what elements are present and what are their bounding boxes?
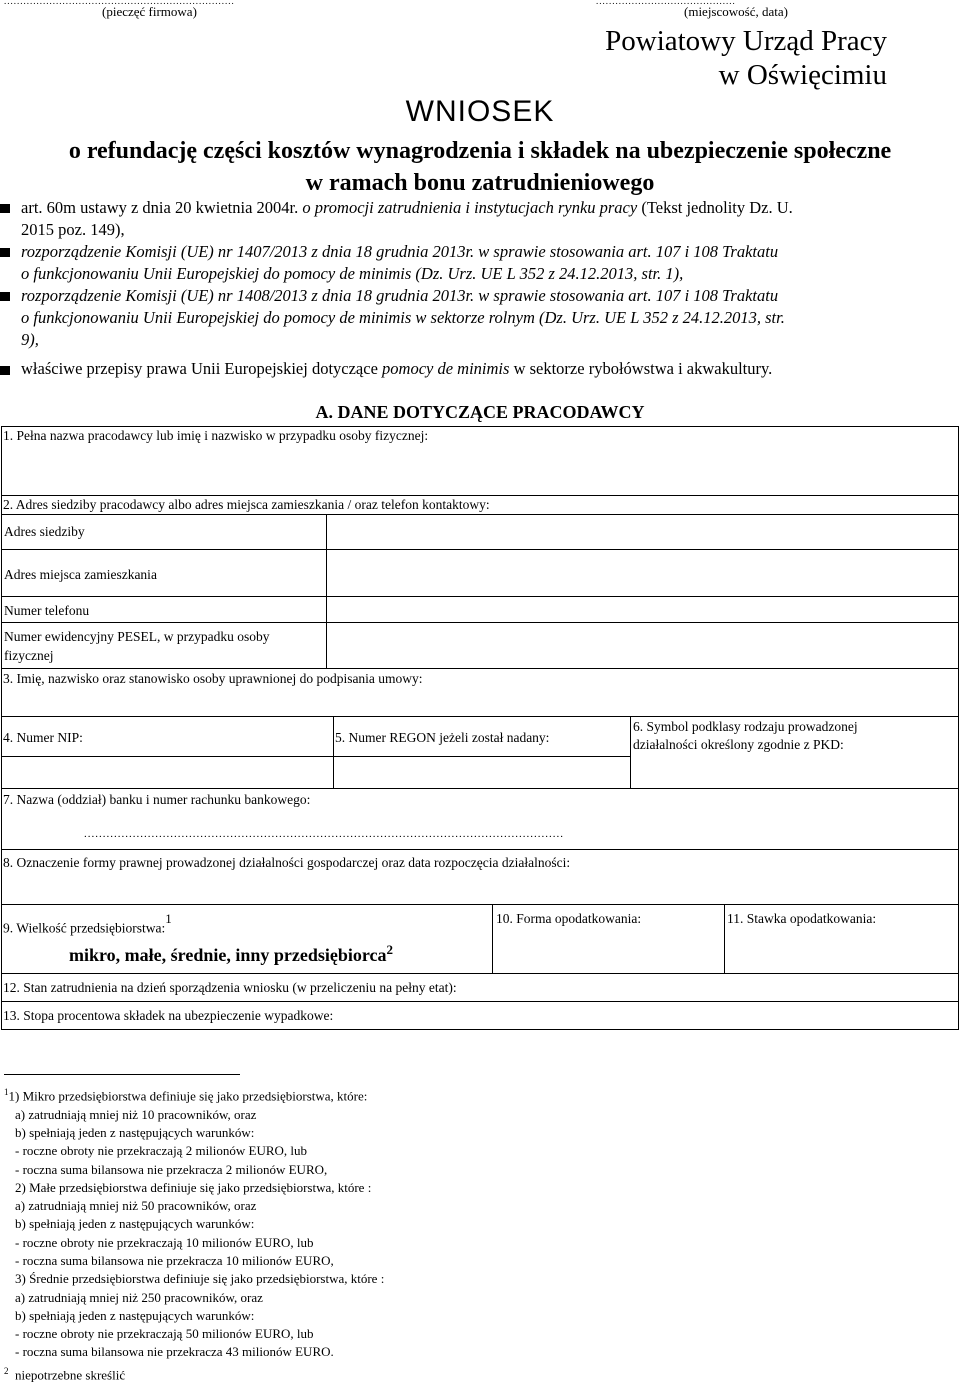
- bullet-icon: [0, 248, 10, 257]
- footnote-line: 2) Małe przedsiębiorstwa definiuje się jako przedsiębiorstwa, które :: [15, 1179, 372, 1195]
- pesel-input[interactable]: [326, 622, 959, 669]
- legal-basis-3-cont2: 9),: [21, 330, 39, 349]
- footnote-line: - roczna suma bilansowa nie przekracza 10 milionów EURO,: [15, 1253, 334, 1268]
- document-subtitle-1: o refundację części kosztów wynagrodzenia i składek na ubezpieczenie społeczne: [68, 138, 892, 164]
- footnote-line: b) spełniają jeden z następujących warunków:: [15, 1124, 255, 1140]
- enterprise-size-label: 9. Wielkość przedsiębiorstwa:$^1$: [3, 911, 172, 936]
- place-date-dots: ...........................................: [596, 0, 736, 6]
- footnote-line: 3) Średnie przedsiębiorstwa definiuje się jako przedsiębiorstwa, które :: [15, 1271, 385, 1287]
- accident-rate-label: 13. Stopa procentowa składek na ubezpieczenie wypadkowe:: [3, 1008, 334, 1023]
- adres-siedziby-input[interactable]: [326, 514, 959, 550]
- footnote-2: $^2$ niepotrzebne skreślić: [4, 1365, 126, 1383]
- bullet-icon: [0, 204, 10, 213]
- footnote-line: - roczne obroty nie przekraczają 10 milionów EURO, lub: [15, 1234, 314, 1250]
- field-1-label: 1. Pełna nazwa pracodawcy lub imię i nazwisko w przypadku osoby fizycznej:: [3, 428, 429, 443]
- footnote-line: a) zatrudniają mniej niż 50 pracowników, oraz: [15, 1198, 257, 1214]
- legal-basis-3-cont: o funkcjonowaniu Unii Europejskiej do pomocy de minimis w sektorze rolnym (Dz. Urz. UE L 352 z 24.12.2013, str.: [21, 308, 785, 327]
- office-name: [605, 24, 887, 92]
- adres-zamieszkania-label: Adres miejsca zamieszkania: [4, 567, 157, 582]
- legal-basis-1-cont: 2015 poz. 149),: [21, 220, 125, 239]
- telefon-input[interactable]: [326, 596, 959, 623]
- pesel-label-1: Numer ewidencyjny PESEL, w przypadku osoby: [4, 629, 270, 644]
- stamp-dots: .......................................................................: [4, 0, 235, 6]
- legal-basis-2-cont: o funkcjonowaniu Unii Europejskiej do pomocy de minimis (Dz. Urz. UE L 352 z 24.12.2013, str. 1),: [21, 264, 684, 283]
- footnote-line: a) zatrudniają mniej niż 250 pracowników, oraz: [15, 1289, 263, 1305]
- telefon-label: Numer telefonu: [4, 603, 90, 618]
- place-date-label: (miejscowość, data): [684, 4, 788, 19]
- pkd-label-1: 6. Symbol podklasy rodzaju prowadzonej: [633, 719, 858, 734]
- tax-rate-label: 11. Stawka opodatkowania:: [727, 911, 877, 926]
- legal-basis-list: [0, 197, 960, 387]
- adres-zamieszkania-input[interactable]: [326, 549, 959, 597]
- stamp-label: (pieczęć firmowa): [102, 4, 197, 19]
- employment-label: 12. Stan zatrudnienia na dzień sporządzenia wniosku (w przeliczeniu na pełny etat):: [3, 980, 457, 995]
- nip-label: 4. Numer NIP:: [3, 730, 83, 745]
- bank-label: 7. Nazwa (oddział) banku i numer rachunku bankowego:: [3, 792, 311, 807]
- footnote-line: - roczne obroty nie przekraczają 50 milionów EURO, lub: [15, 1326, 314, 1342]
- legal-basis-3: rozporządzenie Komisji (UE) nr 1408/2013 z dnia 18 grudnia 2013r. w sprawie stosowania art. 107 i 108 Traktatu: [21, 286, 779, 305]
- adres-siedziby-label: Adres siedziby: [4, 524, 85, 539]
- legal-basis-1: art. 60m ustawy z dnia 20 kwietnia 2004r. o promocji zatrudnienia i instytucjach rynku pracy (Tekst jednolity Dz. U.: [21, 198, 793, 217]
- field-2-label: 2. Adres siedziby pracodawcy albo adres miejsca zamieszkania / oraz telefon kontaktowy:: [3, 497, 490, 512]
- footnote-line: - roczna suma bilansowa nie przekracza 43 milionów EURO.: [15, 1344, 334, 1360]
- field-3-label: 3. Imię, nazwisko oraz stanowisko osoby uprawnionej do podpisania umowy:: [3, 671, 423, 686]
- footnote-line: $^1$1) Mikro przedsiębiorstwa definiuje się jako przedsiębiorstwa, które:: [4, 1087, 368, 1104]
- legal-basis-2: rozporządzenie Komisji (UE) nr 1407/2013 z dnia 18 grudnia 2013r. w sprawie stosowania art. 107 i 108 Traktatu: [21, 242, 779, 261]
- footnote-line: a) zatrudniają mniej niż 10 pracowników, oraz: [15, 1106, 257, 1122]
- footnote-separator: [4, 1074, 240, 1075]
- section-a-heading: A. DANE DOTYCZĄCE PRACODAWCY: [315, 402, 645, 422]
- nip-input[interactable]: [1, 756, 334, 789]
- field-2-header: [1, 495, 959, 515]
- enterprise-size-options[interactable]: mikro, małe, średnie, inny przedsiębiorca$^2$: [69, 942, 393, 965]
- footnote-line: - roczne obroty nie przekraczają 2 milionów EURO, lub: [15, 1143, 308, 1159]
- bullet-icon: [0, 366, 10, 375]
- pkd-label-2: działalności określony zgodnie z PKD:: [633, 737, 844, 752]
- bank-dots: ................................................................................................................................: [84, 828, 564, 840]
- bullet-icon: [0, 292, 10, 301]
- legal-basis-4: właściwe przepisy prawa Unii Europejskiej dotyczące pomocy de minimis w sektorze rybołówstwa i akwakultury.: [21, 359, 773, 378]
- document-title: WNIOSEK: [405, 95, 555, 128]
- footnote-1: [4, 1083, 384, 1384]
- document-subtitle-2: w ramach bonu zatrudnieniowego: [305, 170, 655, 196]
- footnote-line: - roczna suma bilansowa nie przekracza 2 milionów EURO,: [15, 1161, 328, 1177]
- office-line-1: Powiatowy Urząd Pracy: [605, 25, 887, 57]
- regon-input[interactable]: [333, 756, 631, 789]
- tax-form-label: 10. Forma opodatkowania:: [496, 911, 642, 926]
- field-1-box[interactable]: [1, 426, 959, 496]
- legal-form-label: 8. Oznaczenie formy prawnej prowadzonej działalności gospodarczej oraz data rozpoczęcia działalności:: [3, 855, 571, 870]
- footnote-line: b) spełniają jeden z następujących warunków:: [15, 1216, 255, 1232]
- pesel-label-2: fizycznej: [4, 648, 54, 663]
- regon-label: 5. Numer REGON jeżeli został nadany:: [335, 730, 550, 745]
- footnote-line: b) spełniają jeden z następujących warunków:: [15, 1307, 255, 1323]
- office-line-2: w Oświęcimiu: [718, 59, 887, 91]
